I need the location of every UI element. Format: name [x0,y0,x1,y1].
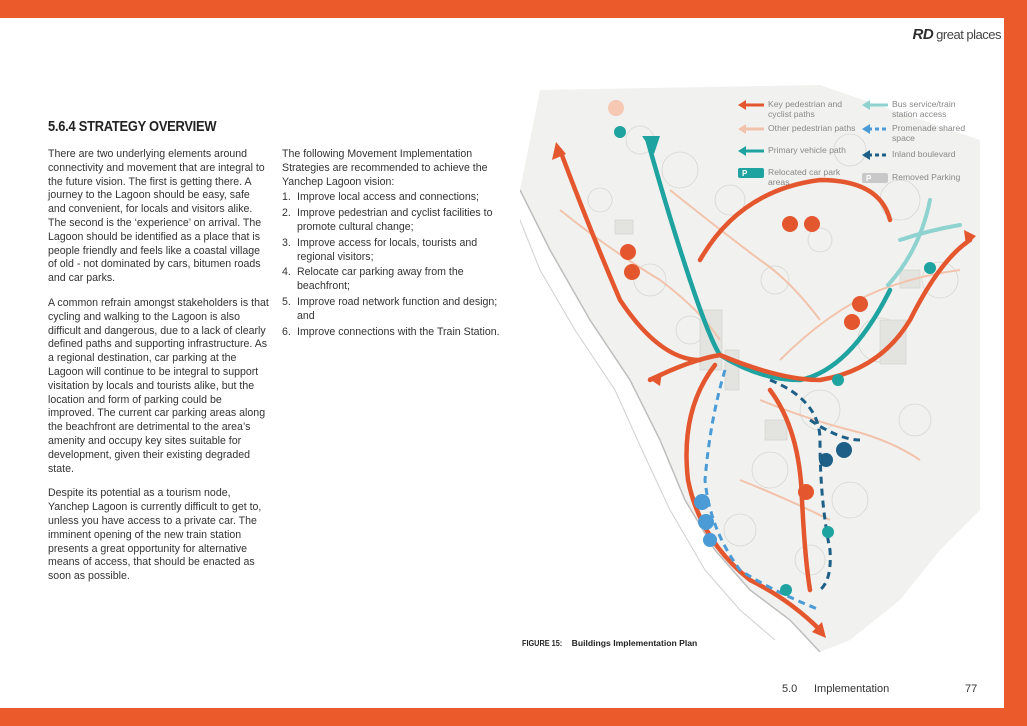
list-text: Improve access for locals, tourists and regional visitors; [297,236,478,263]
movement-plan-map [520,80,980,652]
bicycle-icon [698,514,714,530]
parking-icon [822,526,834,538]
teal-arrow-icon [738,146,764,156]
body-column-right [282,148,506,341]
svg-text:P: P [742,169,748,178]
brand-wordmark: great places [936,27,1001,42]
list-item [282,326,506,340]
parking-icon [832,374,844,386]
legend-other-paths [738,124,860,134]
parking-icon [780,584,792,596]
bicycle-icon [836,442,852,458]
strategies-intro: The following Movement Implementation Strategies are recommended to achieve the Yanchep Lagoon vision: [282,148,488,188]
footer-section-number: 5.0 [782,683,798,695]
pedestrian-icon [620,244,636,260]
legend-removed-parking [862,173,974,183]
figure-caption [522,638,697,648]
legend-inland-boulevard [862,150,974,160]
pedestrian-icon [608,100,624,116]
legend-label: Primary vehicle path [768,145,846,155]
list-text: Improve local access and connections; [297,191,479,204]
light-orange-arrow-icon [738,124,764,134]
list-item [282,237,506,265]
legend-relocated-parking [738,168,860,187]
parking-icon [614,126,626,138]
legend-label: Bus service/train station access [892,99,956,119]
paragraph: Despite its potential as a tourism node, Yanchep Lagoon is currently difficult to get to, unless you have access to a private car. The imminent opening of the new train station presents a great opportunity for alternative means of access, that should be enacted as soon as possible. [48,487,262,583]
legend-label: Relocated car park areas [768,167,841,187]
bicycle-icon [804,216,820,232]
list-number: 6. [282,325,291,338]
pedestrian-icon [844,314,860,330]
brand-logo [913,26,1002,43]
navy-dashed-arrow-icon [862,150,888,160]
list-number: 2. [282,207,291,220]
section-heading: 5.6.4 STRATEGY OVERVIEW [48,118,217,135]
bicycle-icon [624,264,640,280]
footer-chapter: Implementation [814,683,890,695]
paragraph: A common refrain amongst stakeholders is that cycling and walking to the Lagoon is also difficult and dangerous, due to a lack of clearly defined paths and supporting infrastructure. As a regional destination, car parking at the Lagoon will continue to be integral to support visitation by locals and tourists alike, but the location and form of parking could be improved. The current car parking areas along the beachfront are detrimental to the area’s amenity and occupy key sites suitable for development, given their existing degraded state. [48,296,269,475]
legend-bus-service [862,100,974,119]
legend-label: Other pedestrian paths [768,123,856,133]
list-text: Relocate car parking away from the beachfront; [297,266,464,293]
legend-label: Key pedestrian and cyclist paths [768,99,843,119]
legend-key-paths [738,100,860,119]
pedestrian-icon [694,494,710,510]
list-text: Improve pedestrian and cyclist facilities to promote cultural change; [297,207,493,233]
pedestrian-icon [782,216,798,232]
blue-dashed-arrow-icon [862,124,888,134]
legend-label: Promenade shared space [892,123,966,143]
parking-icon [924,262,936,274]
pedestrian-icon [798,484,814,500]
light-teal-arrow-icon [862,100,888,110]
orange-arrow-icon [738,100,764,110]
list-number: 1. [282,191,291,204]
strategy-list [282,191,506,339]
list-text: Improve connections with the Train Station. [297,325,500,338]
list-item [282,191,506,205]
legend-label: Removed Parking [892,172,961,182]
bicycle-icon [852,296,868,312]
paragraph: There are two underlying elements around connectivity and movement that are integral to the future vision. The first is getting there. A journey to the Lagoon should be easy, safe and convenient, for locals and visitors alike. The second is the ‘experience’ on arrival. The Lagoon should be identified as a place that is people friendly and feels like a coastal village of old - not dominated by cars, bitumen roads and car parks. [48,148,265,285]
figure-title: Buildings Implementation Plan [571,638,698,648]
list-number: 3. [282,236,291,249]
list-item [282,266,506,294]
svg-text:P: P [866,174,872,183]
brand-mark: RD [912,26,934,43]
page-number: 77 [965,683,978,695]
list-number: 4. [282,266,291,279]
body-column-left [48,148,270,595]
bus-icon [703,533,717,547]
legend-primary-vehicle [738,146,860,156]
list-number: 5. [282,295,291,308]
legend-promenade [862,124,974,143]
figure-number: FIGURE 15: [522,638,563,648]
list-text: Improve road network function and design; and [297,295,498,322]
list-item [282,207,506,235]
legend-label: Inland boulevard [892,149,956,159]
list-item [282,296,506,324]
removed-parking-icon [862,173,888,183]
bus-icon [819,453,833,467]
parking-teal-icon [738,168,764,178]
